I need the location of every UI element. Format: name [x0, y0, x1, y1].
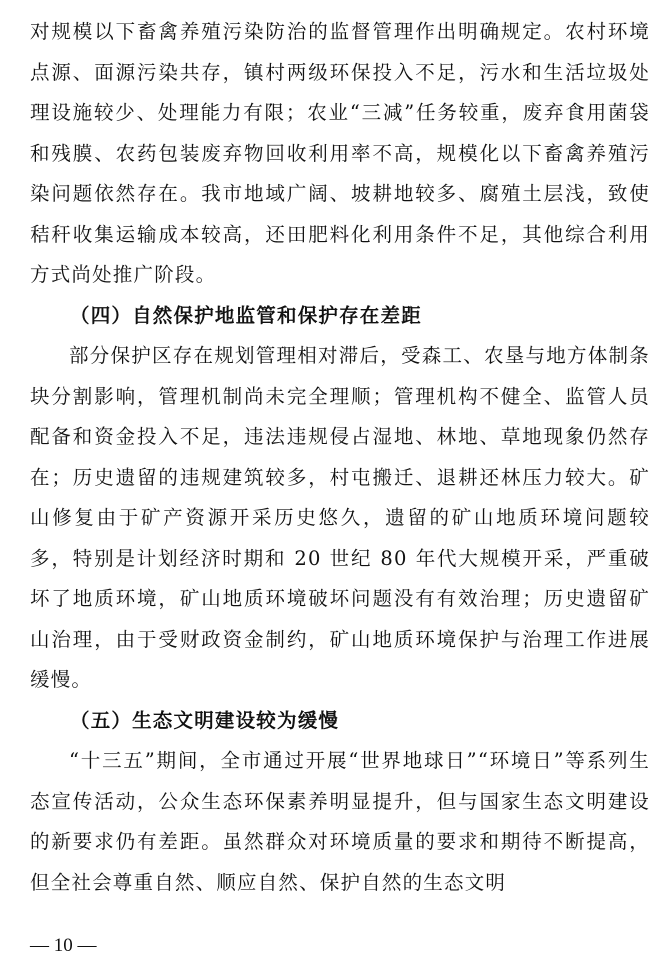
paragraph-rural-pollution: 对规模以下畜禽养殖污染防治的监督管理作出明确规定。农村环境点源、面源污染共存，镇村两级环保投入不足，污水和生活垃圾处理设施较少、处理能力有限；农业“三减”任务较重，废弃食用菌袋和残膜、农药包装废弃物回收利用率不高，规模化以下畜禽养殖污染问题依然存在。我市地域广阔、坡耕地较多、腐殖土层浅，致使秸秆收集运输成本较高，还田肥料化利用条件不足，其他综合利用方式尚处推广阶段。	[30, 20, 650, 286]
document-body	[30, 12, 650, 903]
paragraph-protected-areas: 部分保护区存在规划管理相对滞后，受森工、农垦与地方体制条块分割影响，管理机制尚未完全理顺；管理机构不健全、监管人员配备和资金投入不足，违法违规侵占湿地、林地、草地现象仍然存在；历史遗留的违规建筑较多，村屯搬迁、退耕还林压力较大。矿山修复由于矿产资源开采历史悠久，遗留的矿山地质环境问题较多，特别是计划经济时期和 20 世纪 80 年代大规模开采，严重破坏了地质环境，矿山地质环境破坏问题没有有效治理；历史遗留矿山治理，由于受财政资金制约，矿山地质环境保护与治理工作进展缓慢。	[30, 344, 650, 691]
section-heading-4: （四）自然保护地监管和保护存在差距	[70, 303, 422, 327]
section-heading-5: （五）生态文明建设较为缓慢	[70, 708, 340, 732]
page-number: — 10 —	[30, 935, 97, 956]
paragraph-ecological-civilization: “十三五”期间，全市通过开展“世界地球日”“环境日”等系列生态宣传活动，公众生态环保素养明显提升，但与国家生态文明建设的新要求仍有差距。虽然群众对环境质量的要求和期待不断提高，但全社会尊重自然、顺应自然、保护自然的生态文明	[30, 749, 650, 894]
